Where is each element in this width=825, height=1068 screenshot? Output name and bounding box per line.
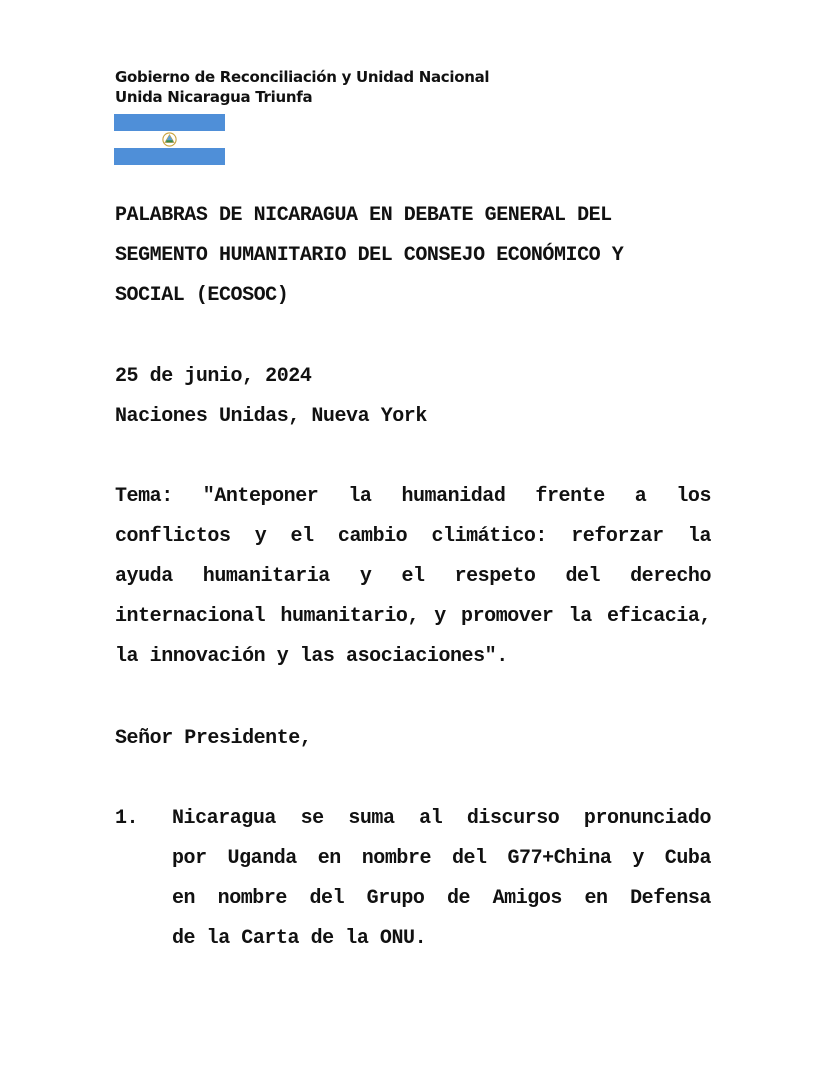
flag-bottom-band [114,148,225,165]
letterhead [115,67,489,107]
letterhead-government-name: Gobierno de Reconciliación y Unidad Nacional [115,68,490,86]
theme-line: conflictos y el cambio climático: reforzar la [115,525,711,548]
paragraph-line: de la Carta de la ONU. [172,927,427,950]
letterhead-slogan: Unida Nicaragua Triunfa [115,88,313,106]
flag-top-band [114,114,225,131]
document-location: Naciones Unidas, Nueva York [115,405,427,428]
paragraph-body [172,799,711,959]
document-date: 25 de junio, 2024 [115,365,312,388]
paragraph-line: por Uganda en nombre del G77+China y Cuba [172,847,711,870]
paragraph-number: 1. [115,807,139,830]
paragraph-line: en nombre del Grupo de Amigos en Defensa [172,887,711,910]
theme-line: la innovación y las asociaciones". [115,645,508,668]
theme-line: Tema: "Anteponer la humanidad frente a los [115,485,711,508]
theme-line: internacional humanitario, y promover la eficacia, [115,605,711,628]
title-line: SOCIAL (ECOSOC) [115,284,289,307]
title-line: SEGMENTO HUMANITARIO DEL CONSEJO ECONÓMICO Y [115,244,624,267]
nicaragua-flag [114,114,225,165]
theme-line: ayuda humanitaria y el respeto del derecho [115,565,711,588]
document-title [115,196,715,316]
paragraph-line: Nicaragua se suma al discurso pronunciado [172,807,711,830]
theme-paragraph [115,477,711,677]
nicaragua-coat-of-arms-icon [162,132,177,147]
title-line: PALABRAS DE NICARAGUA EN DEBATE GENERAL DEL [115,204,612,227]
salutation: Señor Presidente, [115,727,312,750]
date-location-block [115,357,715,437]
